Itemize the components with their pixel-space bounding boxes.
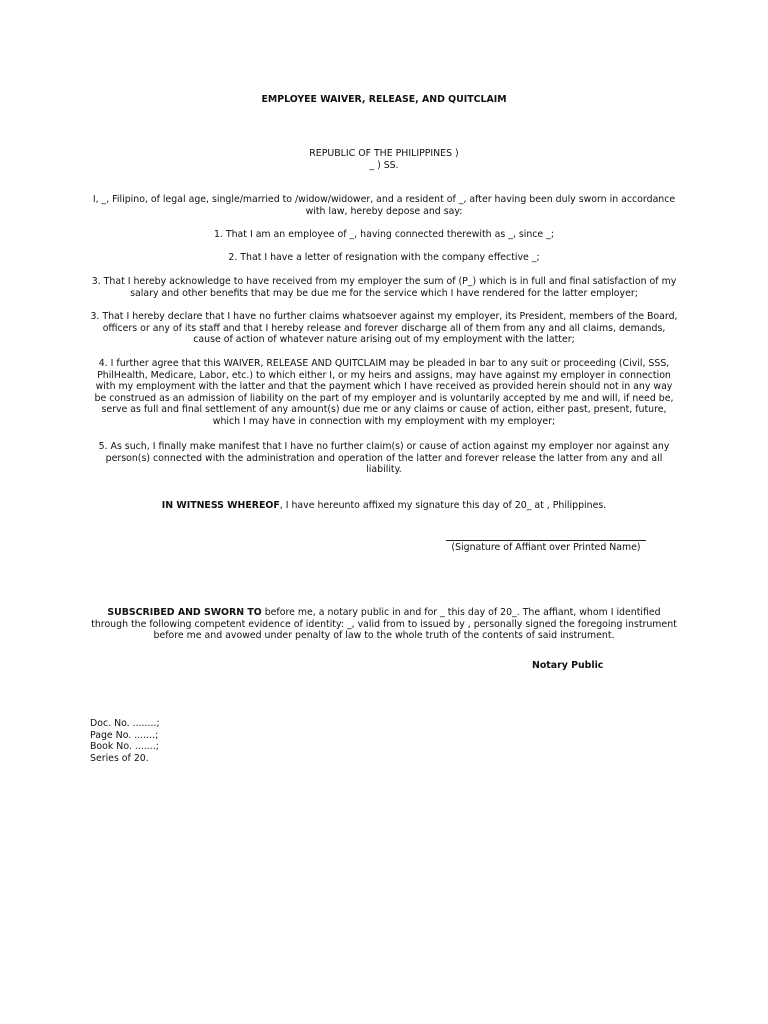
clause-no-further-claims: 3. That I hereby declare that I have no further claims whatsoever against my employer, its President, members of the Board, officers or any of its staff and that I hereby release and forever discharge all of them from any and all claims, demands, cause of action of whatever nature arising out of my employment with the latter; (90, 311, 678, 346)
venue-line-republic: REPUBLIC OF THE PHILIPPINES ) (309, 148, 459, 159)
jurat-text: before me, a notary public in and for _ this day of 20_. The affiant, whom I identified through the following competent evidence of identity: _, valid from to issued by , personally signed the foregoing instrument before me and avowed under penalty of law to the whole truth of the contents of said instrument. (91, 607, 677, 642)
series-of: Series of 20. (90, 752, 149, 764)
witness-text: , I have hereunto affixed my signature this day of 20_ at , Philippines. (279, 500, 607, 511)
witness-paragraph (90, 500, 678, 512)
affiant-signature-line (446, 540, 646, 541)
jurat-paragraph (90, 607, 678, 642)
clause-bar-to-suit: 4. I further agree that this WAIVER, RELEASE AND QUITCLAIM may be pleaded in bar to any suit or proceeding (Civil, SSS, PhilHealth, Medicare, Labor, etc.) to which either I, or my heirs and assigns, may have against my employer in connection with my employment with the latter and that the payment which I have received as provided herein should not in any way be construed as an admission of liability on the part of my employer and is voluntarily accepted by me and will, if need be, serve as full and final settlement of any amount(s) due me or any claims or cause of action, either past, present, future, which I may have in connection with my employment with my employer; (94, 358, 674, 427)
document-title: EMPLOYEE WAIVER, RELEASE, AND QUITCLAIM (261, 94, 507, 105)
page-no: Page No. .......; (90, 729, 159, 741)
venue-line-ss: _ ) SS. (369, 159, 399, 171)
doc-no: Doc. No. ........; (90, 718, 160, 729)
clause-final-release: 5. As such, I finally make manifest that I have no further claim(s) or cause of action against my employer nor against any person(s) connected with the administration and operation of the latter and forever release the latter from any and all liability. (98, 441, 670, 476)
book-no: Book No. .......; (90, 741, 159, 753)
venue-block (0, 148, 768, 171)
notary-public-label: Notary Public (532, 660, 604, 671)
clause-resignation: 2. That I have a letter of resignation with the company effective _; (228, 252, 540, 263)
jurat-heading: SUBSCRIBED AND SWORN TO (107, 607, 262, 618)
doc-numbers-block (90, 718, 160, 764)
affiant-signature-caption: (Signature of Affiant over Printed Name) (451, 542, 641, 553)
clause-payment-received: 3. That I hereby acknowledge to have received from my employer the sum of (P_) which is in full and final satisfaction of my salary and other benefits that may be due me for the service which I have rendered for the latter employer; (91, 276, 677, 299)
witness-heading: IN WITNESS WHEREOF (161, 500, 280, 511)
intro-paragraph: I, _, Filipino, of legal age, single/married to /widow/widower, and a resident of _, after having been duly sworn in accordance with law, hereby depose and say: (92, 194, 676, 217)
clause-employment: 1. That I am an employee of _, having connected therewith as _, since _; (213, 229, 555, 240)
